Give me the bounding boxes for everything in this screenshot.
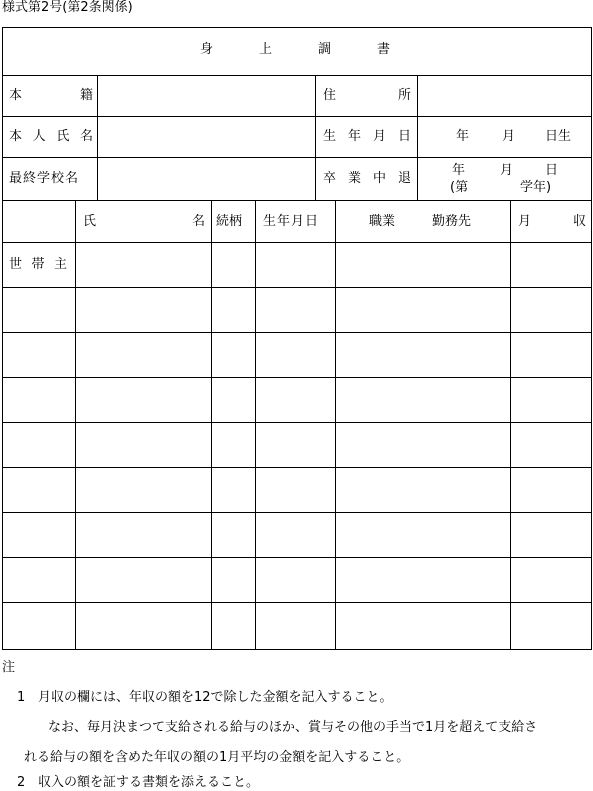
label-status: 卒 業 中 退 — [323, 171, 411, 186]
table-row-divider — [2, 467, 592, 468]
note-1-cont: なお、毎月決まつて支給される給与のほか、賞与その他の手当で1月を超えて支給さ — [48, 720, 538, 735]
table-row-divider — [2, 422, 592, 423]
form-header: 様式第2号(第2条関係) — [2, 0, 133, 15]
divider — [315, 75, 316, 200]
table-row-divider — [2, 377, 592, 378]
note-1-text: 月収の欄には、年収の額を12で除した金額を記入すること。 — [38, 690, 393, 705]
label-jusho: 住 所 — [323, 88, 411, 103]
label-school: 最終学校名 — [9, 171, 80, 186]
header-name: 氏 名 — [83, 214, 205, 229]
birth-year: 年 — [456, 129, 470, 144]
notes-heading: 注 — [2, 660, 16, 675]
divider — [510, 200, 511, 650]
title-char-3: 調 — [317, 42, 331, 57]
table-row-divider — [2, 602, 592, 603]
title-char-4: 書 — [376, 42, 390, 57]
status-month: 月 — [500, 163, 514, 178]
divider — [417, 75, 418, 200]
status-year: 年 — [452, 163, 466, 178]
table-row-divider — [2, 332, 592, 333]
status-day: 日 — [545, 163, 559, 178]
label-birth: 生 年 月 日 — [323, 129, 411, 144]
divider — [255, 200, 256, 650]
title-char-2: 上 — [258, 42, 272, 57]
note-2-num: 2 — [17, 775, 26, 790]
divider — [2, 242, 592, 243]
divider — [2, 116, 592, 117]
header-workplace: 勤務先 — [432, 214, 472, 229]
title-char-1: 身 — [200, 42, 214, 57]
label-setainushi: 世 帯 主 — [9, 257, 67, 272]
table-row-divider — [2, 287, 592, 288]
divider — [75, 200, 76, 650]
form-title — [200, 42, 390, 58]
label-name: 本 人 氏 名 — [9, 129, 93, 144]
divider — [2, 75, 592, 76]
divider — [211, 200, 212, 650]
table-row-divider — [2, 512, 592, 513]
divider — [2, 200, 592, 201]
status-grade-open: (第 — [450, 180, 469, 195]
note-1-cont2: れる給与の額を含めた年収の額の1月平均の金額を記入すること。 — [24, 750, 410, 765]
header-birth: 生年月日 — [263, 214, 320, 229]
table-row-divider — [2, 557, 592, 558]
birth-month: 月 — [502, 129, 516, 144]
note-1-num: 1 — [17, 690, 26, 705]
divider — [97, 75, 98, 200]
header-income: 月 収 — [518, 214, 586, 229]
header-job: 職業 — [369, 214, 396, 229]
label-honseki: 本 籍 — [9, 88, 93, 103]
header-relation: 続柄 — [216, 214, 243, 229]
divider — [2, 157, 592, 158]
birth-day: 日生 — [545, 129, 572, 144]
divider — [335, 200, 336, 650]
status-grade-close: 学年) — [520, 180, 552, 195]
note-2-text: 収入の額を証する書類を添えること。 — [38, 775, 260, 790]
